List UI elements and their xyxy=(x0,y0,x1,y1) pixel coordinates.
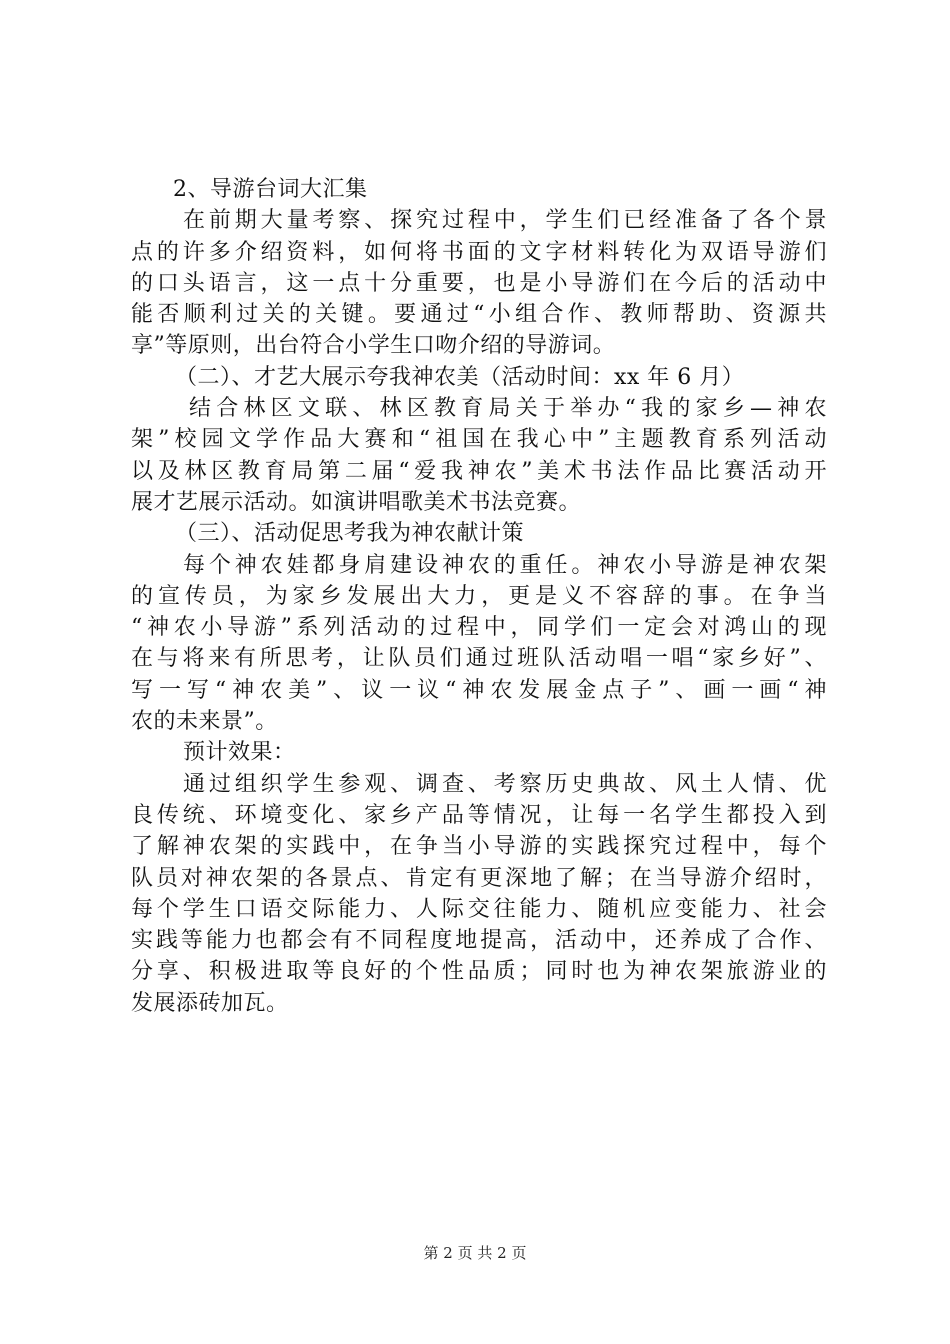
paragraph-line: 发展添砖加瓦。 xyxy=(131,990,289,1016)
paragraph-line: 通过组织学生参观、调查、考察历史典故、风土人情、优 xyxy=(183,771,827,797)
paragraph-line: 点的许多介绍资料，如何将书面的文字材料转化为双语导游们 xyxy=(131,239,827,265)
section-heading: 预计效果： xyxy=(183,740,296,766)
paragraph-line: 以及林区教育局第二届“爱我神农”美术书法作品比赛活动开 xyxy=(131,458,827,484)
paragraph-line: 架”校园文学作品大赛和“祖国在我心中”主题教育系列活动 xyxy=(131,427,827,453)
section-heading: （三）、活动促思考我为神农献计策 xyxy=(175,521,525,547)
page-footer xyxy=(0,1243,950,1263)
paragraph-line: 每个神农娃都身肩建设神农的重任。神农小导游是神农架 xyxy=(183,552,827,578)
paragraph-line: “神农小导游”系列活动的过程中，同学们一定会对鸿山的现 xyxy=(131,615,827,641)
paragraph-line: 享”等原则，出台符合小学生口吻介绍的导游词。 xyxy=(131,333,616,359)
paragraph-line: 农的未来景”。 xyxy=(131,709,278,735)
paragraph-line: 展才艺展示活动。如演讲唱歌美术书法竞赛。 xyxy=(131,489,582,515)
paragraph-line: 在与将来有所思考，让队员们通过班队活动唱一唱“家乡好”、 xyxy=(131,646,827,672)
paragraph-line: 能否顺利过关的关键。要通过“小组合作、教师帮助、资源共 xyxy=(131,302,827,328)
section-heading: 2、导游台词大汇集 xyxy=(173,177,368,202)
paragraph-line: 的口头语言，这一点十分重要，也是小导游们在今后的活动中 xyxy=(131,270,827,296)
paragraph-line: 队员对神农架的各景点、肯定有更深地了解；在当导游介绍时， xyxy=(131,865,827,891)
document-body xyxy=(131,174,827,1019)
page-number: 第 2 页 共 2 页 xyxy=(423,1244,527,1262)
paragraph-line: 实践等能力也都会有不同程度地提高，活动中，还养成了合作、 xyxy=(131,928,827,954)
paragraph-line: 良传统、环境变化、家乡产品等情况，让每一名学生都投入到 xyxy=(131,802,827,828)
paragraph-line: 分享、积极进取等良好的个性品质；同时也为神农架旅游业的 xyxy=(131,959,827,985)
paragraph-line: 在前期大量考察、探究过程中，学生们已经准备了各个景 xyxy=(183,208,827,234)
paragraph-line: 结合林区文联、林区教育局关于举办“我的家乡—神农 xyxy=(189,396,827,422)
paragraph-line: 每个学生口语交际能力、人际交往能力、随机应变能力、社会 xyxy=(131,896,827,922)
section-heading: （二）、才艺大展示夸我神农美（活动时间：xx 年 6 月） xyxy=(175,364,745,390)
paragraph-line: 写一写“神农美”、议一议“神农发展金点子”、画一画“神 xyxy=(131,677,827,703)
paragraph-line: 了解神农架的实践中，在争当小导游的实践探究过程中，每个 xyxy=(131,834,827,860)
paragraph-line: 的宣传员，为家乡发展出大力，更是义不容辞的事。在争当 xyxy=(131,583,827,609)
